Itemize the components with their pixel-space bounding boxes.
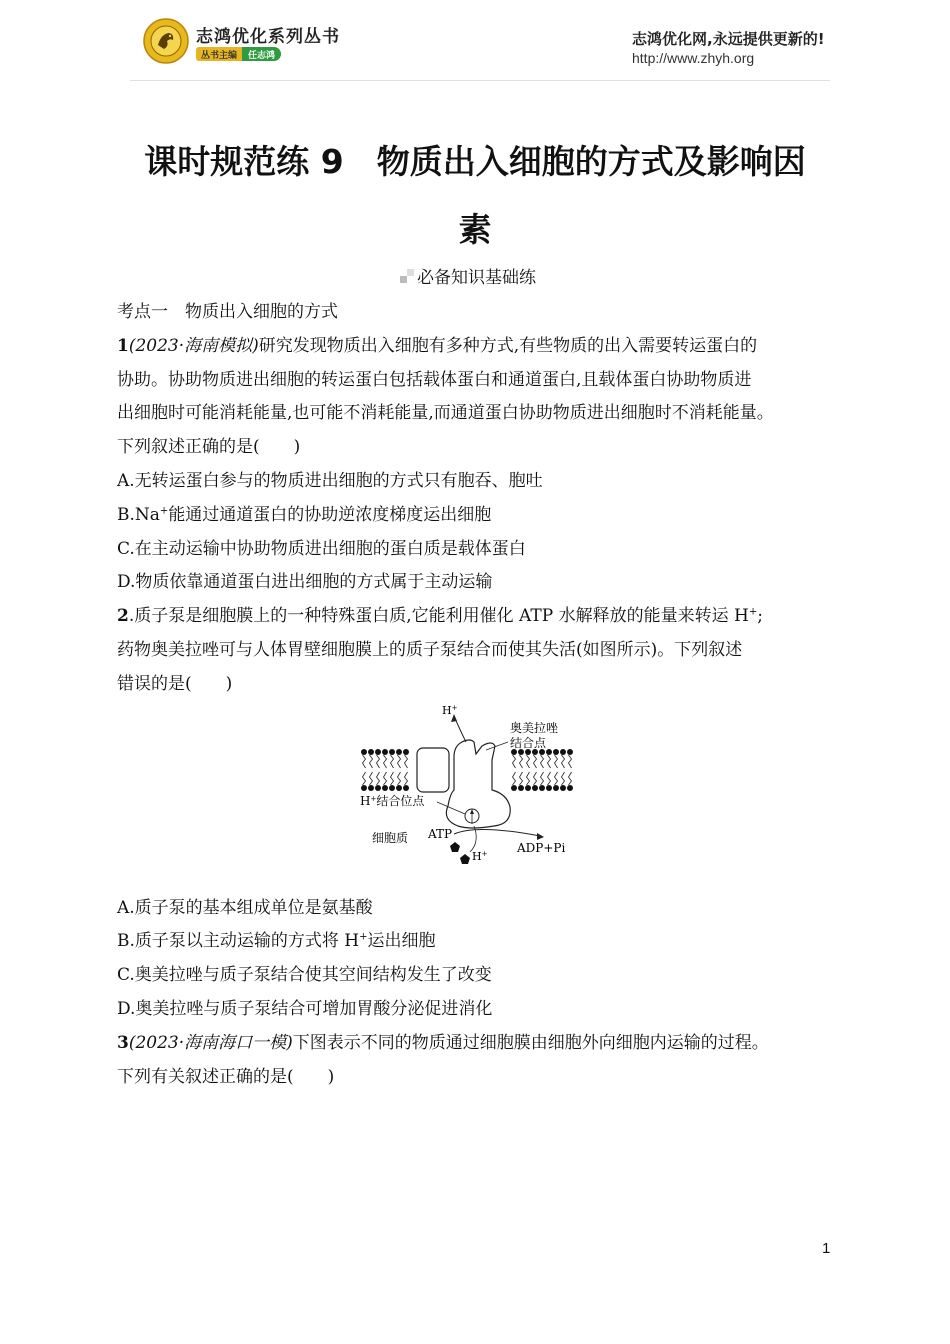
brand-subtitle: [196, 47, 281, 61]
lipid-head: [375, 785, 381, 791]
lipid-tail: [541, 772, 544, 785]
omeprazole-label-1: 奥美拉唑: [510, 720, 559, 735]
lipid-head: [375, 749, 381, 755]
q2-option-b-pre: B.质子泵以主动运输的方式将 H: [117, 931, 360, 952]
lipid-head: [567, 785, 573, 791]
lipid-tail: [541, 755, 544, 768]
lipid-head: [511, 785, 517, 791]
lipid-head: [553, 749, 559, 755]
q1-option-b: [117, 499, 847, 533]
lipid-tail: [384, 772, 387, 785]
lipid-head: [389, 749, 395, 755]
lipid-head: [396, 785, 402, 791]
section-tag: [400, 263, 536, 288]
q2-text-1-sup: +: [748, 606, 758, 618]
atp-label: ATP: [428, 826, 453, 841]
proton-pump-diagram: [362, 702, 602, 882]
lipid-tail: [548, 755, 551, 768]
q3-source: (2023·海南海口一模): [128, 1032, 293, 1053]
proton-pump-figure: [117, 702, 847, 892]
q1-option-a: A.无转运蛋白参与的物质进出细胞的方式只有胞吞、胞吐: [117, 470, 543, 491]
lipid-head: [539, 785, 545, 791]
lipid-head: [518, 785, 524, 791]
q1-source: (2023·海南模拟): [128, 335, 259, 356]
h-ion-shape-1: [450, 842, 460, 852]
lipid-tail: [527, 755, 530, 768]
q1-line-2: 协助。协助物质进出细胞的转运蛋白包括载体蛋白和通道蛋白,且载体蛋白协助物质进: [117, 369, 752, 390]
question-content: [117, 296, 847, 1094]
q2-option-d: D.奥美拉唑与质子泵结合可增加胃酸分泌促进消化: [117, 998, 493, 1019]
lipid-head: [382, 749, 388, 755]
q1-option-b-sup: +: [159, 505, 169, 517]
lipid-tail: [384, 755, 387, 768]
lipid-tail: [405, 755, 408, 768]
page-title-line-1: 课时规范练 9 物质出入细胞的方式及影响因: [144, 142, 806, 181]
adp-label: ADP+Pi: [517, 840, 566, 855]
q2-text-1: .质子泵是细胞膜上的一种特殊蛋白质,它能利用催化 ATP 水解释放的能量来转运 H: [128, 606, 749, 627]
h-site-label: H+结合位点: [360, 793, 425, 808]
lipid-head: [361, 749, 367, 755]
q3-line-2: 下列有关叙述正确的是( ): [117, 1066, 335, 1087]
q2-option-a: A.质子泵的基本组成单位是氨基酸: [117, 897, 373, 918]
lipid-tail: [513, 772, 516, 785]
lipid-tail: [391, 755, 394, 768]
q2-line-3: 错误的是( ): [117, 673, 233, 694]
section-tag-label: 必备知识基础练: [417, 268, 536, 288]
q1-option-d: D.物质依靠通道蛋白进出细胞的方式属于主动运输: [117, 572, 493, 593]
q1-option-c: C.在主动运输中协助物质进出细胞的蛋白质是载体蛋白: [117, 538, 526, 559]
lipid-tail: [520, 772, 523, 785]
atp-arrow: [454, 829, 540, 836]
lipid-head: [567, 749, 573, 755]
lipid-tail: [534, 755, 537, 768]
q2-line-1: [117, 600, 847, 634]
q1-option-b-pre: B.Na: [117, 504, 160, 525]
lipid-head: [396, 749, 402, 755]
q2-option-c: C.奥美拉唑与质子泵结合使其空间结构发生了改变: [117, 965, 492, 986]
q3-text-1: 下图表示不同的物质通过细胞膜由细胞外向细胞内运输的过程。: [292, 1032, 769, 1053]
lipid-head: [546, 749, 552, 755]
lipid-tail: [398, 755, 401, 768]
q3-line-1: [117, 1027, 847, 1061]
section-square-icon: [400, 269, 414, 283]
lipid-tail: [555, 755, 558, 768]
lipid-head: [525, 785, 531, 791]
lipid-head: [382, 785, 388, 791]
lipid-head: [368, 785, 374, 791]
q2-number: 2: [117, 606, 129, 627]
publisher-logo-icon: [143, 18, 189, 64]
q1-line-4: 下列叙述正确的是( ): [117, 437, 301, 458]
lipid-tail: [562, 772, 565, 785]
lipid-head: [532, 785, 538, 791]
lipid-tail: [555, 772, 558, 785]
page-title-line-2: 素: [458, 210, 492, 249]
pump-subunit-box: [417, 748, 449, 792]
h-bottom-label: H+: [472, 849, 488, 863]
q2-line-2: 药物奥美拉唑可与人体胃壁细胞膜上的质子泵结合而使其失活(如图所示)。下列叙述: [117, 639, 743, 660]
header-divider: [130, 80, 830, 81]
h-top-label: H+: [442, 703, 458, 717]
q1-number: 1: [117, 335, 129, 356]
lipid-head: [403, 785, 409, 791]
lipid-tail: [405, 772, 408, 785]
page-header: [0, 0, 950, 82]
lipid-tail: [391, 772, 394, 785]
lipid-tail: [562, 755, 565, 768]
q2-option-b: [117, 925, 847, 959]
q3-number: 3: [117, 1032, 129, 1053]
lipid-head: [403, 749, 409, 755]
topic-heading: 考点一 物质出入细胞的方式: [117, 302, 338, 322]
header-url: http://www.zhyh.org: [632, 50, 755, 66]
q1-line-3: 出细胞时可能消耗能量,也可能不消耗能量,而通道蛋白协助物质进出细胞时不消耗能量。: [117, 403, 774, 424]
brand-editor-label: 丛书主编: [196, 47, 242, 61]
lipid-head: [560, 749, 566, 755]
lipid-tail: [569, 755, 572, 768]
cytoplasm-label: 细胞质: [372, 830, 409, 845]
brand-title: 志鸿优化系列丛书: [196, 27, 340, 47]
lipid-head: [560, 785, 566, 791]
lipid-tail: [534, 772, 537, 785]
lipid-tail: [398, 772, 401, 785]
header-slogan: 志鸿优化网,永远提供更新的!: [632, 30, 825, 48]
lipid-tail: [513, 755, 516, 768]
q1-option-b-post: 能通过通道蛋白的协助逆浓度梯度运出细胞: [168, 504, 492, 525]
q2-option-b-sup: +: [359, 931, 368, 943]
lipid-head: [553, 785, 559, 791]
q1-text-1: 研究发现物质出入细胞有多种方式,有些物质的出入需要转运蛋白的: [258, 335, 758, 356]
lipid-tail: [520, 755, 523, 768]
lipid-head: [368, 749, 374, 755]
q2-option-b-post: 运出细胞: [367, 931, 436, 952]
brand-editor-name: 任志鸿: [242, 47, 281, 61]
lipid-head: [546, 785, 552, 791]
lipid-tail: [370, 772, 373, 785]
q1-line-1: [117, 330, 847, 364]
lipid-tail: [527, 772, 530, 785]
lipid-head: [389, 785, 395, 791]
lipid-tail: [377, 755, 380, 768]
omeprazole-label-2: 结合点: [510, 735, 547, 750]
h-ion-shape-2: [460, 854, 470, 864]
lipid-tail: [377, 772, 380, 785]
lipid-tail: [363, 755, 366, 768]
lipid-tail: [363, 772, 366, 785]
lipid-tail: [370, 755, 373, 768]
q2-text-1-post: ;: [757, 606, 763, 627]
lipid-head: [361, 785, 367, 791]
lipid-tail: [569, 772, 572, 785]
page-number: 1: [822, 1240, 831, 1257]
lipid-tail: [548, 772, 551, 785]
